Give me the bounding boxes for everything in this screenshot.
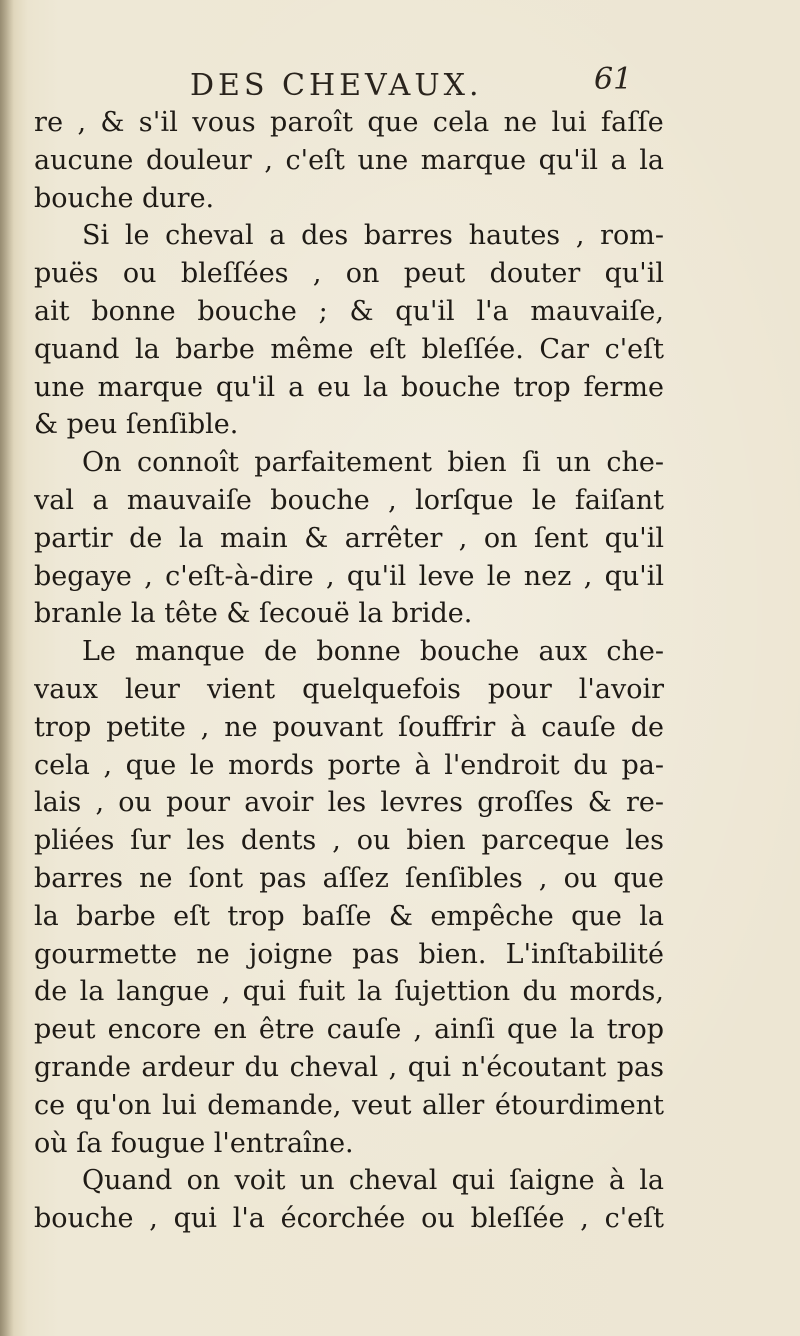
- text-line: de la langue , qui fuit la ſujettion du mords,: [34, 976, 664, 1008]
- text-line: peut encore en être cauſe , ainſi que la trop: [34, 1014, 664, 1046]
- text-line: pliées ſur les dents , ou bien parceque les: [34, 825, 664, 857]
- text-line: aucune douleur , c'eſt une marque qu'il a la: [34, 144, 664, 176]
- text-line: gourmette ne joigne pas bien. L'inſtabilité: [34, 938, 664, 970]
- text-line: puës ou bleſſées , on peut douter qu'il: [34, 258, 664, 290]
- text-line: begaye , c'eſt-à-dire , qu'il leve le nez , qu'il: [34, 560, 664, 592]
- text-line: re , & s'il vous paroît que cela ne lui faſſe: [34, 107, 664, 138]
- text-line: bouche , qui l'a écorchée ou bleſſée , c'eſt: [34, 1203, 664, 1235]
- text-line: ait bonne bouche ; & qu'il l'a mauvaiſe,: [34, 295, 664, 327]
- text-line: Quand on voit un cheval qui ſaigne à la: [82, 1165, 664, 1197]
- body-text: [34, 104, 664, 1238]
- text-line: barres ne ſont pas aſſez ſenſibles , ou que: [34, 862, 664, 894]
- text-line: une marque qu'il a eu la bouche trop ferme: [34, 371, 664, 403]
- text-line: vaux leur vient quelquefois pour l'avoir: [34, 673, 664, 705]
- text-line: grande ardeur du cheval , qui n'écoutant pas: [34, 1051, 664, 1083]
- text-line: bouche dure.: [34, 182, 215, 214]
- text-line: Si le cheval a des barres hautes , rom-: [82, 220, 664, 252]
- text-line: partir de la main & arrêter , on ſent qu'il: [34, 522, 664, 554]
- text-line: cela , que le mords porte à l'endroit du pa-: [34, 749, 664, 781]
- gutter-shadow: [0, 0, 14, 1336]
- running-head: DES CHEVAUX.: [190, 68, 483, 103]
- text-line: ce qu'on lui demande, veut aller étourdiment: [34, 1089, 664, 1121]
- text-line: la barbe eſt trop baſſe & empêche que la: [34, 900, 664, 932]
- text-line: lais , ou pour avoir les levres groſſes & re-: [34, 787, 664, 819]
- text-line: & peu ſenſible.: [34, 409, 239, 441]
- text-line: quand la barbe même eſt bleſſée. Car c'eſt: [34, 333, 664, 365]
- text-line: branle la tête & ſecouë la bride.: [34, 598, 473, 630]
- page-number: 61: [594, 62, 633, 97]
- text-line: val a mauvaiſe bouche , lorſque le faiſant: [34, 484, 664, 516]
- text-line: où ſa fougue l'entraîne.: [34, 1127, 354, 1159]
- text-line: Le manque de bonne bouche aux che-: [82, 636, 664, 668]
- text-line: On connoît parfaitement bien ſi un che-: [82, 447, 664, 479]
- text-line: trop petite , ne pouvant ſouffrir à cauſe de: [34, 711, 664, 743]
